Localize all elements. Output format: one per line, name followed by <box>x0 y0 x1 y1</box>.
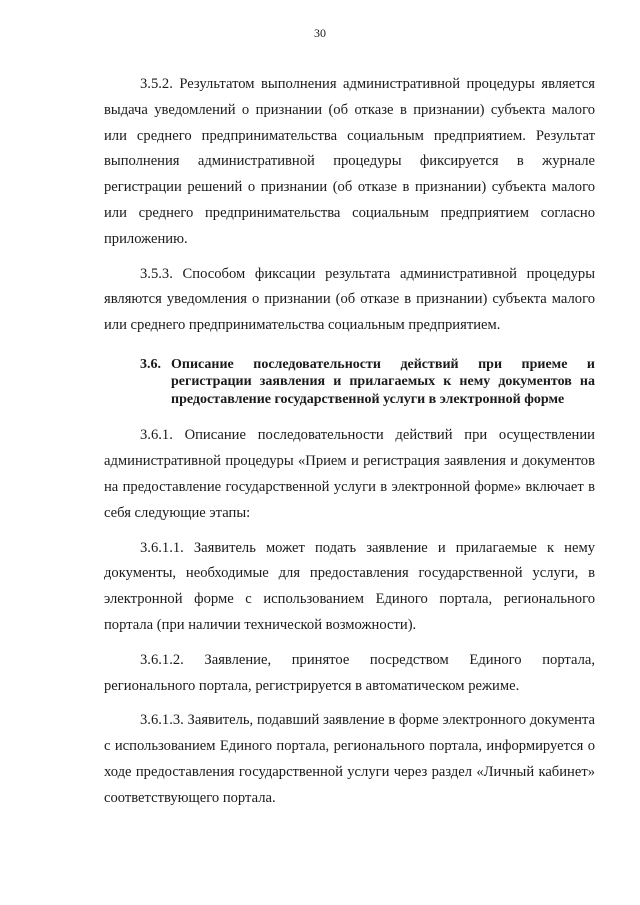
page-number: 30 <box>314 26 326 40</box>
section-title: Описание последовательности действий при приеме и регистрации заявления и прилагаемых к нему документов на предоставление государственной услуги в электронной форме <box>171 356 595 407</box>
paragraph-3-6-1-1: 3.6.1.1. Заявитель может подать заявление и прилагаемые к нему документы, необходимые для предоставления государственной услуги, в электронной форме с использованием Единого портала, регионального портала (при наличии технической возможности). <box>104 539 595 634</box>
paragraph-3-5-3: 3.5.3. Способом фиксации результата административной процедуры являются уведомления о признании (об отказе в признании) субъекта малого или среднего предпринимательства социальным предприятием. <box>104 265 595 334</box>
document-body <box>104 72 595 821</box>
section-number: 3.6. <box>140 356 161 372</box>
paragraph-3-6-1: 3.6.1. Описание последовательности действий при осуществлении административной процедуры «Прием и регистрация заявления и документов на предоставление государственной услуги в электронной форме» включает в себя следующие этапы: <box>104 427 595 521</box>
paragraph-3-5-2: 3.5.2. Результатом выполнения административной процедуры является выдача уведомлений о признании (об отказе в признании) субъекта малого или среднего предпринимательства социальным предприятием. Результат выполнения административной процедуры фиксируется в журнале регистрации решений о признании (об отказе в признании) субъекта малого или среднего предпринимательства социальным предприятием согласно приложению. <box>104 76 595 247</box>
paragraph-3-6-1-2: 3.6.1.2. Заявление, принятое посредством Единого портала, регионального портала, регистрируется в автоматическом режиме. <box>104 651 595 694</box>
section-heading-3-6 <box>140 356 595 409</box>
paragraph-3-6-1-3: 3.6.1.3. Заявитель, подавший заявление в форме электронного документа с использованием Единого портала, регионального портала, информируется о ходе предоставления государственной услуги через раздел «Личный кабинет» соответствующего портала. <box>104 712 595 806</box>
